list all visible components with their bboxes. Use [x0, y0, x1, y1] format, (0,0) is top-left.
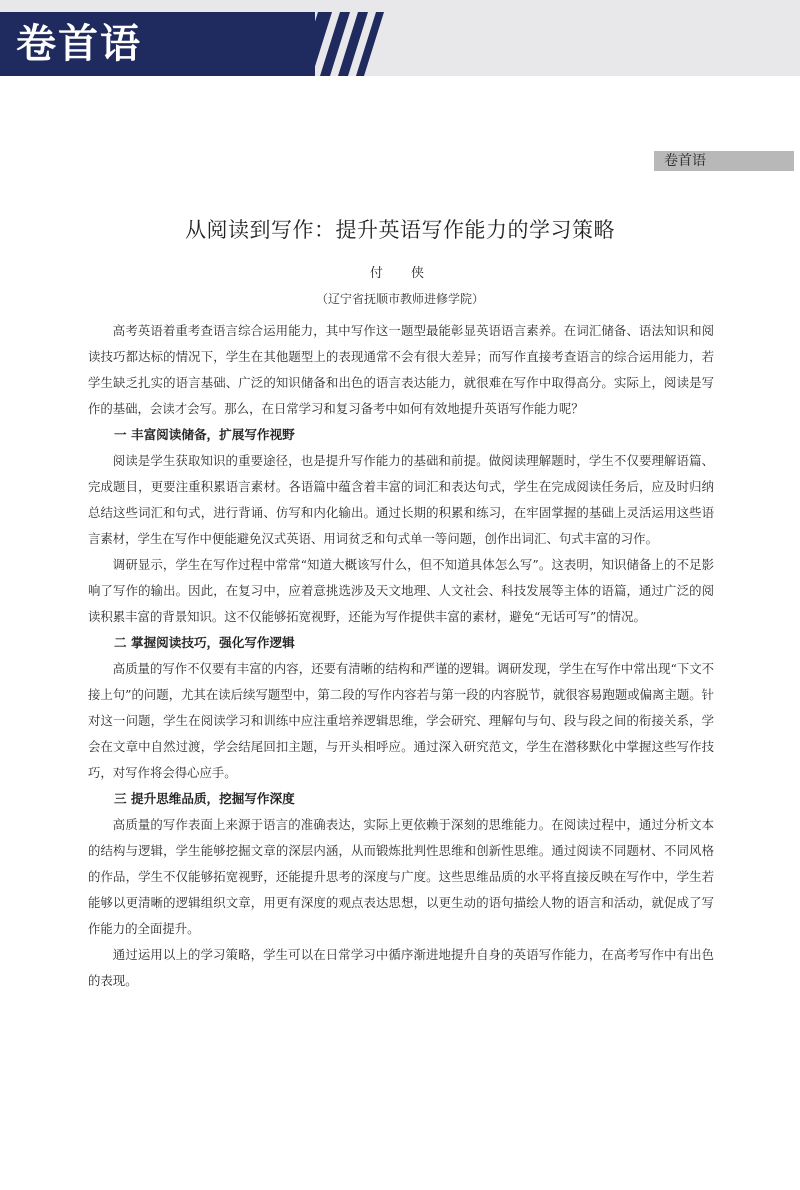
article-title: 从阅读到写作：提升英语写作能力的学习策略 — [185, 218, 615, 242]
header-banner — [0, 0, 800, 76]
section-heading: 一 丰富阅读储备，扩展写作视野 — [114, 427, 295, 442]
section-tag: 卷首语 — [654, 151, 794, 171]
body-paragraph: 阅读是学生获取知识的重要途径，也是提升写作能力的基础和前提。做阅读理解题时，学生不仅要理解语篇、完成题目，更要注重积累语言素材。各语篇中蕴含着丰富的词汇和表达句式，学生在完成阅读任务后，应及时归纳总结这些词汇和句式，进行背诵、仿写和内化输出。通过长期的积累和练习，在牢固掌握的基础上灵活运用这些语言素材，学生在写作中便能避免汉式英语、用词贫乏和句式单一等问题，创作出词汇、句式丰富的习作。 — [88, 453, 714, 546]
banner-navy-block — [0, 12, 315, 76]
body-paragraph: 高质量的写作不仅要有丰富的内容，还要有清晰的结构和严谨的逻辑。调研发现，学生在写作中常出现“下文不接上句”的问题，尤其在读后续写题型中，第二段的写作内容若与第一段的内容脱节，就很容易跑题或偏离主题。针对这一问题，学生在阅读学习和训练中应注重培养逻辑思维，学会研究、理解句与句、段与段之间的衔接关系，学会在文章中自然过渡，学会结尾回扣主题，与开头相呼应。通过深入研究范文，学生在潜移默化中掌握这些写作技巧，对写作将会得心应手。 — [88, 661, 714, 780]
body-paragraph: 高质量的写作表面上来源于语言的准确表达，实际上更依赖于深刻的思维能力。在阅读过程中，通过分析文本的结构与逻辑，学生能够挖掘文章的深层内涵，从而锻炼批判性思维和创新性思维。通过阅读不同题材、不同风格的作品，学生不仅能够拓宽视野，还能提升思考的深度与广度。这些思维品质的水平将直接反映在写作中，学生若能够以更清晰的逻辑组织文章，用更有深度的观点表达思想，以更生动的语句描绘人物的语言和活动，就促成了写作能力的全面提升。 — [88, 817, 714, 936]
banner-title: 卷首语 — [16, 21, 142, 67]
article-body — [88, 318, 714, 994]
intro-paragraph: 高考英语着重考查语言综合运用能力，其中写作这一题型最能彰显英语语言素养。在词汇储备、语法知识和阅读技巧都达标的情况下，学生在其他题型上的表现通常不会有很大差异；而写作直接考查语言的综合运用能力，若学生缺乏扎实的语言基础、广泛的知识储备和出色的语言表达能力，就很难在写作中取得高分。实际上，阅读是写作的基础，会读才会写。那么，在日常学习和复习备考中如何有效地提升英语写作能力呢？ — [88, 323, 714, 416]
section-heading: 三 提升思维品质，挖掘写作深度 — [114, 791, 295, 806]
body-paragraph: 调研显示，学生在写作过程中常常“知道大概该写什么，但不知道具体怎么写”。这表明，知识储备上的不足影响了写作的输出。因此，在复习中，应着意挑选涉及天文地理、人文社会、科技发展等主体的语篇，通过广泛的阅读积累丰富的背景知识。这不仅能够拓宽视野，还能为写作提供丰富的素材，避免“无话可写”的情况。 — [88, 557, 714, 624]
conclusion-paragraph: 通过运用以上的学习策略，学生可以在日常学习中循序渐进地提升自身的英语写作能力，在高考写作中有出色的表现。 — [88, 947, 714, 988]
banner-stripes-decoration — [298, 12, 388, 76]
article-author: 付 侠 — [369, 266, 431, 281]
section-heading: 二 掌握阅读技巧，强化写作逻辑 — [114, 635, 295, 650]
article-affiliation: （辽宁省抚顺市教师进修学院） — [315, 292, 484, 306]
